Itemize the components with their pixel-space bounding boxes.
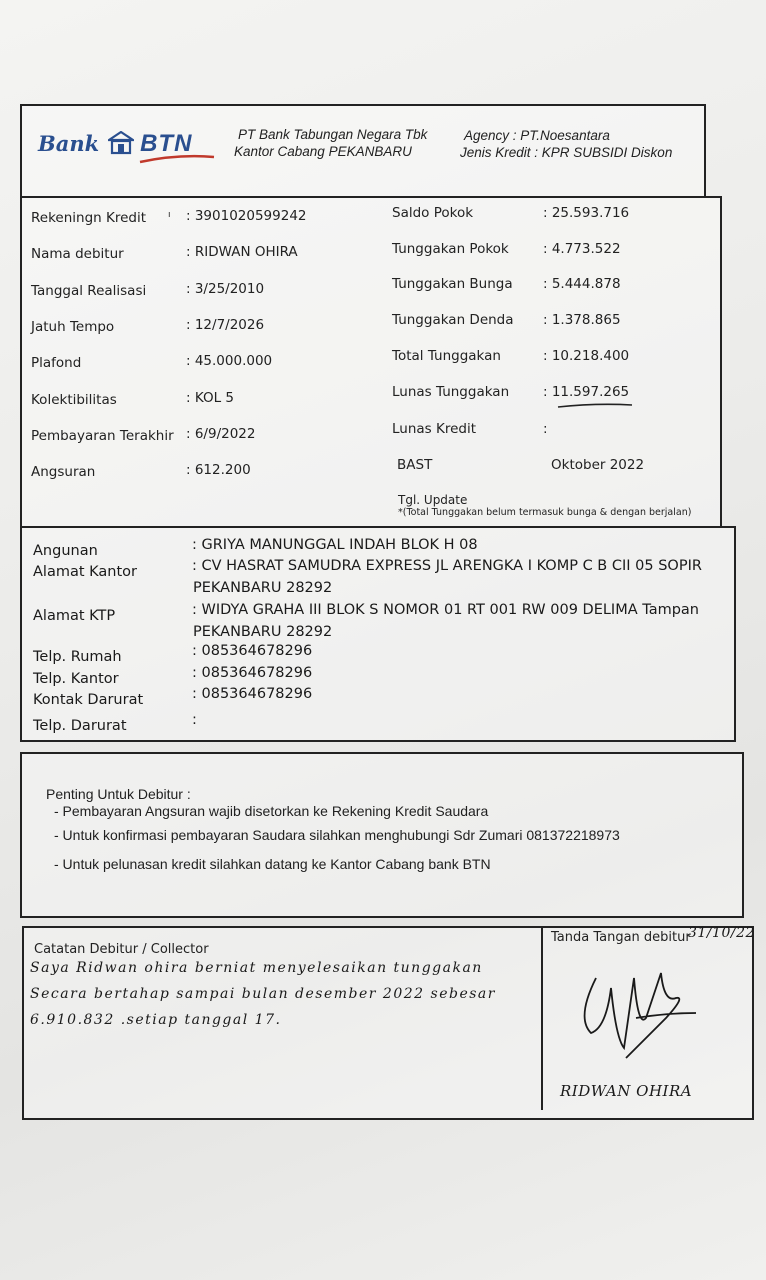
address-value: : 085364678296 <box>192 665 313 681</box>
loan-left-label: Rekeningn Kredit <box>31 210 147 226</box>
address-value: : <box>192 712 197 728</box>
address-value: : WIDYA GRAHA III BLOK S NOMOR 01 RT 001 RW 009 DELIMA Tampan <box>192 602 699 618</box>
signature-name: RIDWAN OHIRA <box>560 1082 693 1100</box>
loan-left-value: : 3901020599242 <box>186 208 307 224</box>
notes-title: Catatan Debitur / Collector <box>34 942 209 957</box>
loan-right-label: Saldo Pokok <box>392 205 474 221</box>
address-value: : 085364678296 <box>192 643 313 659</box>
loan-left-value: : 3/25/2010 <box>186 281 265 297</box>
loan-left-label: Tanggal Realisasi <box>31 283 147 299</box>
loan-right-label: Tunggakan Pokok <box>392 241 509 257</box>
signature-title: Tanda Tangan debitur <box>551 930 691 945</box>
loan-right-label: Lunas Kredit <box>392 421 477 437</box>
address-label: Kontak Darurat <box>33 692 144 708</box>
notes-line-3: 6.910.832 .setiap tanggal 17. <box>30 1012 282 1028</box>
loan-right-label: BAST <box>397 457 433 473</box>
address-label: Telp. Kantor <box>33 671 119 687</box>
logo-bank-text: Bank <box>38 131 100 156</box>
loan-right-label: Tunggakan Denda <box>392 312 514 328</box>
notice-title: Penting Untuk Debitur : <box>46 786 191 802</box>
loan-right-value: : 11.597.265 <box>543 384 630 400</box>
loan-right-label: Total Tunggakan <box>392 348 501 364</box>
underline-mark <box>556 401 636 411</box>
loan-right-value: Oktober 2022 <box>551 457 645 473</box>
loan-left-label: Pembayaran Terakhir <box>31 428 174 444</box>
notes-line-1: Saya Ridwan ohira berniat menyelesaikan tunggakan <box>30 960 483 976</box>
loan-left-label: Nama debitur <box>31 246 124 262</box>
stray-mark: ı <box>168 210 171 220</box>
loan-right-value: : <box>543 421 548 437</box>
address-label: Telp. Darurat <box>33 718 127 734</box>
branch-name: Kantor Cabang PEKANBARU <box>234 144 412 159</box>
address-value: : CV HASRAT SAMUDRA EXPRESS JL ARENGKA I KOMP C B CII 05 SOPIR <box>192 558 702 574</box>
btn-logo-icon <box>108 131 134 155</box>
notice-item-3: - Untuk pelunasan kredit silahkan datang ke Kantor Cabang bank BTN <box>54 856 491 872</box>
loan-left-value: : 612.200 <box>186 462 251 478</box>
footnote: *(Total Tunggakan belum termasuk bunga & dengan berjalan) <box>398 507 692 518</box>
tgl-update-label: Tgl. Update <box>398 493 468 507</box>
loan-left-value: : RIDWAN OHIRA <box>186 244 298 260</box>
notes-divider <box>541 926 543 1110</box>
loan-left-value: : 6/9/2022 <box>186 426 256 442</box>
signature-scribble <box>566 958 706 1068</box>
loan-right-value: : 5.444.878 <box>543 276 621 292</box>
bank-logo <box>38 130 192 166</box>
loan-right-value: : 10.218.400 <box>543 348 630 364</box>
loan-left-label: Plafond <box>31 355 82 371</box>
address-label: Alamat KTP <box>33 608 116 624</box>
address-value-cont: PEKANBARU 28292 <box>193 624 333 640</box>
address-label: Alamat Kantor <box>33 564 137 580</box>
logo-swoosh-icon <box>138 154 216 164</box>
address-value: : GRIYA MANUNGGAL INDAH BLOK H 08 <box>192 537 478 553</box>
notice-item-1: - Pembayaran Angsuran wajib disetorkan ke Rekening Kredit Saudara <box>54 803 489 819</box>
loan-left-label: Angsuran <box>31 464 96 480</box>
agency: Agency : PT.Noesantara <box>464 128 610 143</box>
loan-right-value: : 1.378.865 <box>543 312 621 328</box>
notes-line-2: Secara bertahap sampai bulan desember 2022 sebesar <box>30 986 496 1002</box>
loan-right-value: : 4.773.522 <box>543 241 621 257</box>
notice-item-2: - Untuk konfirmasi pembayaran Saudara silahkan menghubungi Sdr Zumari 081372218973 <box>54 827 620 843</box>
address-value: : 085364678296 <box>192 686 313 702</box>
logo-btn-text: BTN <box>140 130 193 157</box>
address-label: Telp. Rumah <box>33 649 122 665</box>
address-value-cont: PEKANBARU 28292 <box>193 580 333 596</box>
loan-left-label: Kolektibilitas <box>31 392 117 408</box>
loan-left-value: : KOL 5 <box>186 390 234 406</box>
address-label: Angunan <box>33 543 98 559</box>
loan-right-label: Lunas Tunggakan <box>392 384 510 400</box>
loan-right-value: : 25.593.716 <box>543 205 630 221</box>
loan-left-label: Jatuh Tempo <box>31 319 115 335</box>
bank-name: PT Bank Tabungan Negara Tbk <box>238 127 428 142</box>
credit-type: Jenis Kredit : KPR SUBSIDI Diskon <box>460 145 673 160</box>
loan-left-value: : 12/7/2026 <box>186 317 265 333</box>
loan-right-label: Tunggakan Bunga <box>392 276 513 292</box>
loan-left-value: : 45.000.000 <box>186 353 273 369</box>
signature-date: 31/10/22 <box>688 925 755 941</box>
